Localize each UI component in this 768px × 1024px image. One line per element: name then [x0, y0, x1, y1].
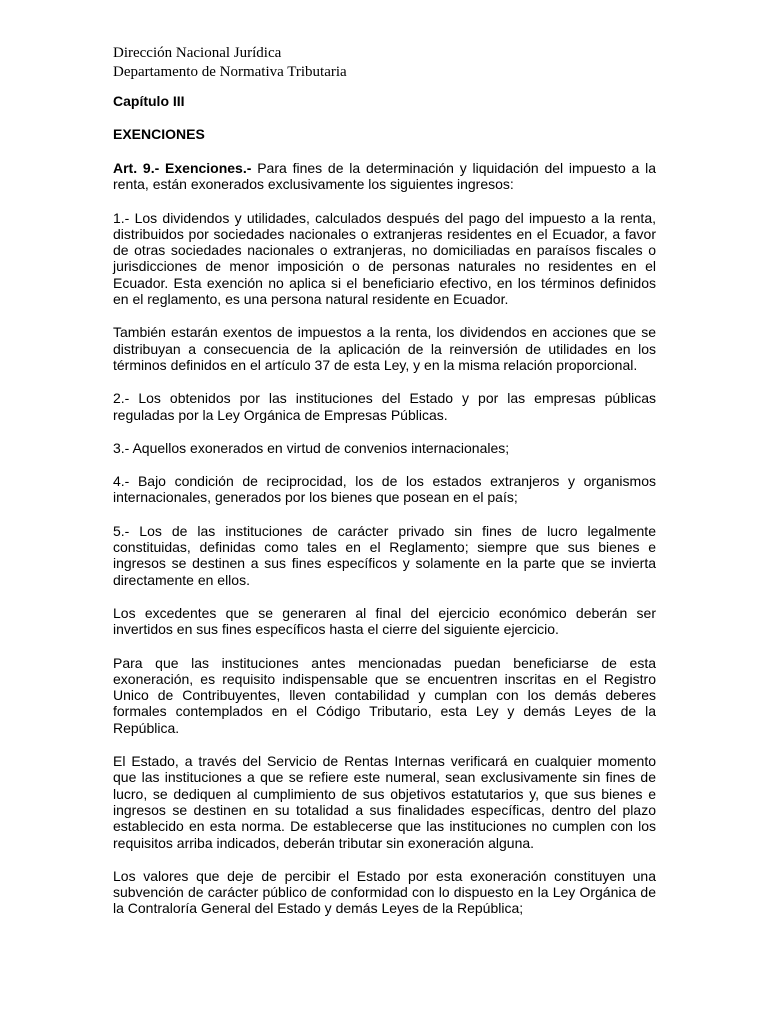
article-body: [113, 160, 656, 934]
paragraph-item-5: 5.- Los de las instituciones de carácter privado sin fines de lucro legalmente constituidas, definidas como tales en el Reglamento; siempre que sus bienes e ingresos se destinen a sus fines específicos y solamente en la parte que se invierta directamente en ellos.: [113, 522, 656, 588]
paragraph-surplus: Los excedentes que se generaren al final del ejercicio económico deberán ser invertidos en sus fines específicos hasta el cierre del siguiente ejercicio.: [113, 604, 656, 638]
paragraph-verification: El Estado, a través del Servicio de Rentas Internas verificará en cualquier momento que las instituciones a que se refiere este numeral, sean exclusivamente sin fines de lucro, se dediquen al cumplimiento de sus objetivos estatutarios y, que sus bienes e ingresos se destinen en su totalidad a sus finalidades específicas, dentro del plazo establecido en esta norma. De establecerse que las instituciones no cumplen con los requisitos arriba indicados, deberán tributar sin exoneración alguna.: [113, 753, 656, 851]
article-lead: Art. 9.- Exenciones.-: [113, 160, 252, 176]
paragraph-requirements: Para que las instituciones antes mencionadas puedan beneficiarse de esta exoneración, es requisito indispensable que se encuentren inscritas en el Registro Unico de Contribuyentes, lleven contabilidad y cumplan con los demás deberes formales contemplados en el Código Tributario, esta Ley y demás Leyes de la República.: [113, 654, 656, 736]
chapter-heading: Capítulo III: [113, 93, 185, 109]
paragraph-item-4: 4.- Bajo condición de reciprocidad, los de los estados extranjeros y organismos internacionales, generados por los bienes que posean en el país;: [113, 473, 656, 506]
article-intro-paragraph: [113, 160, 656, 193]
article-intro: Para fines de la determinación y liquidación del impuesto a la renta, están exonerados exclusivamente los siguientes ingresos:: [113, 160, 657, 193]
header-directorate: Dirección Nacional Jurídica: [113, 45, 282, 61]
paragraph-item-3: 3.- Aquellos exonerados en virtud de convenios internacionales;: [113, 439, 510, 456]
header-department: Departamento de Normativa Tributaria: [113, 64, 347, 80]
section-heading: EXENCIONES: [113, 126, 205, 142]
paragraph-dividends-shares: También estarán exentos de impuestos a la renta, los dividendos en acciones que se distribuyan a consecuencia de la aplicación de la reinversión de utilidades en los términos definidos en el artículo 37 de esta Ley, y en la misma relación proporcional.: [113, 324, 656, 373]
paragraph-subsidy: Los valores que deje de percibir el Estado por esta exoneración constituyen una subvención de carácter público de conformidad con lo dispuesto en la Ley Orgánica de la Contraloría General del Estado y demás Leyes de la República;: [113, 867, 656, 917]
document-header: [113, 44, 347, 82]
paragraph-item-1: 1.- Los dividendos y utilidades, calculados después del pago del impuesto a la renta, distribuidos por sociedades nacionales o extranjeras residentes en el Ecuador, a favor de otras sociedades nacionales o extranjeras, no domiciliadas en paraísos fiscales o jurisdicciones de menor imposición o de personas naturales no residentes en el Ecuador. Esta exención no aplica si el beneficiario efectivo, en los términos definidos en el reglamento, es una persona natural residente en Ecuador.: [113, 209, 656, 308]
paragraph-item-2: 2.- Los obtenidos por las instituciones del Estado y por las empresas públicas reguladas por la Ley Orgánica de Empresas Públicas.: [113, 390, 656, 423]
